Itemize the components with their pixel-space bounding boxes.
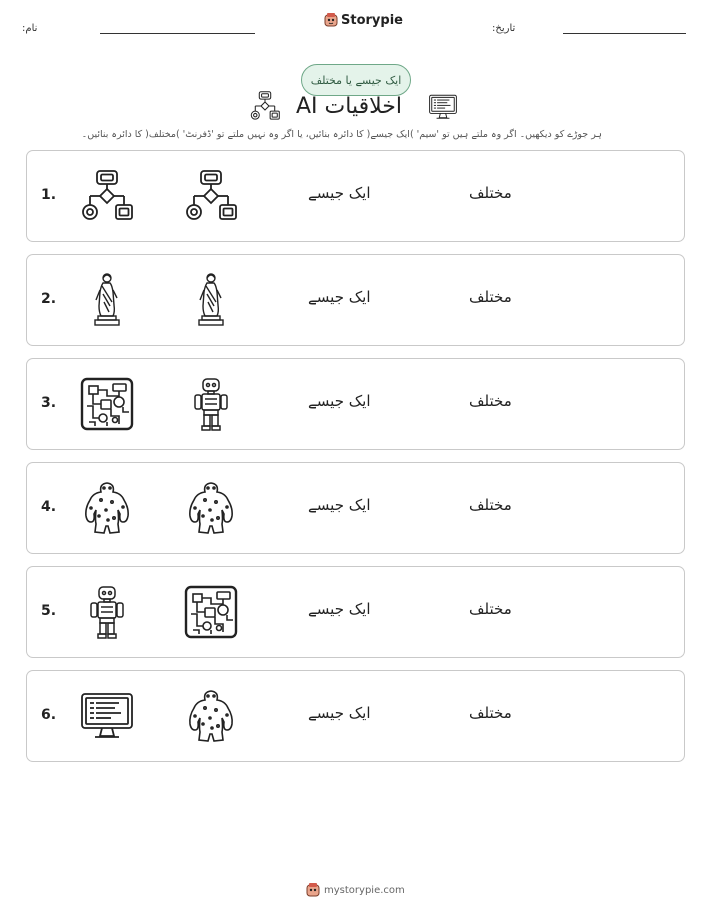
different-option[interactable]: مختلف	[469, 704, 512, 722]
flowchart-icon	[183, 168, 239, 224]
same-option[interactable]: ایک جیسے	[308, 184, 371, 202]
brand-logo	[324, 12, 403, 28]
different-option[interactable]: مختلف	[469, 392, 512, 410]
philosopher-statue-icon	[79, 272, 135, 328]
golem-icon	[79, 480, 135, 536]
different-option[interactable]: مختلف	[469, 184, 512, 202]
robot-icon	[183, 376, 239, 432]
same-option[interactable]: ایک جیسے	[308, 600, 371, 618]
golem-icon	[183, 688, 239, 744]
instructions: ہر جوڑے کو دیکھیں۔ اگر وہ ملتے ہیں تو 'سیم' )ایک جیسے( کا دائرہ بنائیں، یا اگر وہ نہیں ملتے تو 'ڈفرنٹ' )مختلف( کا دائرہ بنائیں۔	[81, 129, 602, 140]
different-option[interactable]: مختلف	[469, 496, 512, 514]
philosopher-statue-icon	[183, 272, 239, 328]
worksheet-type-badge: ایک جیسے یا مختلف	[301, 64, 411, 96]
robot-icon	[79, 584, 135, 640]
same-option[interactable]: ایک جیسے	[308, 496, 371, 514]
computer-monitor-icon	[428, 92, 458, 122]
brand-name: Storypie	[341, 12, 403, 28]
flowchart-icon	[249, 90, 281, 122]
different-option[interactable]: مختلف	[469, 600, 512, 618]
question-row	[26, 670, 685, 762]
flowchart-icon	[79, 168, 135, 224]
question-row	[26, 566, 685, 658]
same-option[interactable]: ایک جیسے	[308, 288, 371, 306]
date-label: :تاریخ	[492, 23, 516, 34]
circuit-board-icon	[183, 584, 239, 640]
different-option[interactable]: مختلف	[469, 288, 512, 306]
date-field[interactable]	[563, 33, 686, 34]
footer-url[interactable]: mystorypie.com	[324, 884, 405, 896]
name-field[interactable]	[100, 33, 255, 34]
question-row	[26, 254, 685, 346]
question-number: 6.	[41, 707, 57, 723]
storypie-mascot-icon	[324, 12, 338, 28]
name-label: :نام	[22, 23, 38, 34]
same-option[interactable]: ایک جیسے	[308, 392, 371, 410]
computer-monitor-icon	[79, 688, 135, 744]
question-row	[26, 462, 685, 554]
question-row	[26, 358, 685, 450]
question-number: 2.	[41, 291, 57, 307]
golem-icon	[183, 480, 239, 536]
footer	[306, 882, 405, 898]
question-number: 4.	[41, 499, 57, 515]
storypie-mascot-icon	[306, 882, 320, 898]
same-option[interactable]: ایک جیسے	[308, 704, 371, 722]
page-title: AI اخلاقیات	[296, 94, 402, 119]
circuit-board-icon	[79, 376, 135, 432]
question-number: 5.	[41, 603, 57, 619]
question-number: 3.	[41, 395, 57, 411]
question-row	[26, 150, 685, 242]
question-number: 1.	[41, 187, 57, 203]
